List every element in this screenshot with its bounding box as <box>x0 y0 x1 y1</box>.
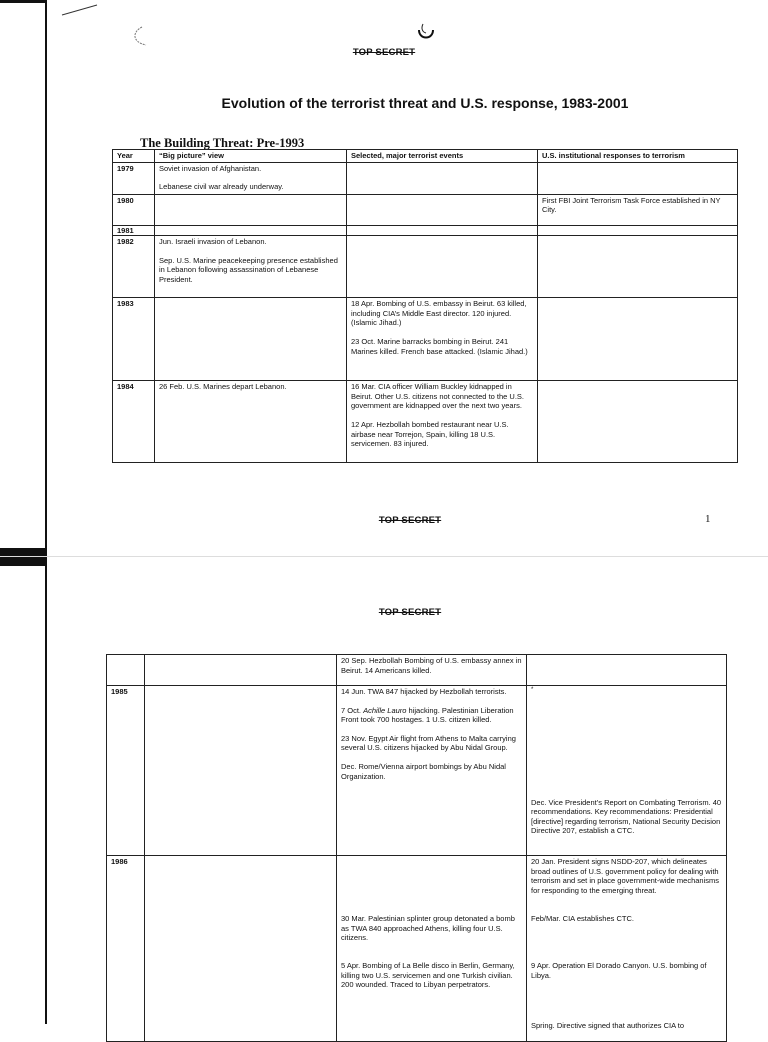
column-header-year: Year <box>113 150 155 163</box>
responses-cell <box>538 298 738 381</box>
year-cell: 1983 <box>113 298 155 381</box>
binding-mark-top <box>0 0 46 3</box>
year-cell: 1986 <box>107 856 145 1042</box>
year-cell: 1979 <box>113 162 155 194</box>
entry-text: 26 Feb. U.S. Marines depart Lebanon. <box>159 382 287 392</box>
entry-text: Sep. U.S. Marine peacekeeping presence established in Lebanon following assassination of Lebanese President. <box>159 255 338 284</box>
big-picture-cell <box>155 236 347 298</box>
entry-text: 23 Oct. Marine barracks bombing in Beirut. 241 Marines killed. French base attacked. (Islamic Jihad.) <box>351 336 528 356</box>
responses-cell <box>538 194 738 225</box>
events-cell <box>347 298 538 381</box>
timeline-table-page1 <box>112 149 738 463</box>
responses-cell <box>538 381 738 463</box>
big-picture-cell <box>155 225 347 236</box>
binding-line-top <box>45 0 47 548</box>
table-row-1984 <box>113 381 738 463</box>
classification-header: TOP SECRET <box>352 47 416 58</box>
entry-text: Jun. Israeli invasion of Lebanon. <box>159 237 267 247</box>
page-seam <box>0 556 768 557</box>
section-title: The Building Threat: Pre-1993 <box>140 136 305 150</box>
table-row-1986 <box>107 856 727 1042</box>
binding-line-bottom <box>45 565 47 1024</box>
timeline-table-page2 <box>106 654 727 1042</box>
column-header-big-picture: “Big picture” view <box>155 150 347 163</box>
ship-name: Achille Lauro <box>363 705 407 715</box>
entry-text: 12 Apr. Hezbollah bombed restaurant near U.S. airbase near Torrejon, Spain, killing 18 U.S. servicemen. 83 injured. <box>351 419 509 449</box>
column-header-events: Selected, major terrorist events <box>347 150 538 163</box>
response-entry: Spring. Directive signed that authorizes CIA to <box>531 1021 684 1030</box>
year-cell: 1980 <box>113 194 155 225</box>
big-picture-cell <box>155 194 347 225</box>
responses-cell <box>538 236 738 298</box>
event-entry: 5 Apr. Bombing of La Belle disco in Berlin, Germany, killing two U.S. servicemen and one Turkish civilian. 200 wounded. Traced to Libyan perpetrators. <box>341 961 515 990</box>
table-header-row <box>113 150 738 163</box>
entry-text: 16 Mar. CIA officer William Buckley kidnapped in Beirut. Other U.S. citizens not connected to the U.S. government are kidnapped over the next two years. <box>351 382 525 411</box>
events-cell <box>347 225 538 236</box>
table-row-continuation <box>107 655 727 686</box>
response-entry: Feb/Mar. CIA establishes CTC. <box>531 914 634 923</box>
table-row-1982 <box>113 236 738 298</box>
events-cell <box>347 236 538 298</box>
response-entry: 9 Apr. Operation El Dorado Canyon. U.S. bombing of Libya. <box>531 961 707 980</box>
events-cell-1985 <box>337 686 527 856</box>
continuation-event: 20 Sep. Hezbollah Bombing of U.S. embassy annex in Beirut. 14 Americans killed. <box>337 655 527 686</box>
column-header-responses: U.S. institutional responses to terrorism <box>538 150 738 163</box>
table-row-1981 <box>113 225 738 236</box>
responses-cell <box>538 162 738 194</box>
event-entry: 23 Nov. Egypt Air flight from Athens to Malta carrying several U.S. citizens hijacked by Abu Nidal Group. <box>341 733 516 753</box>
event-entry: 7 Oct. Achille Lauro hijacking. Palestinian Liberation Front took 700 hostages. 1 U.S. citizen killed. <box>341 705 514 725</box>
event-entry <box>341 1021 522 1031</box>
margin-mark: * <box>531 687 534 693</box>
responses-cell-1986 <box>527 856 727 1042</box>
seal-mark <box>414 20 438 46</box>
big-picture-cell <box>155 298 347 381</box>
big-picture-cell <box>155 381 347 463</box>
page-number: 1 <box>705 513 711 525</box>
response-entry: 20 Jan. President signs NSDD-207, which delineates broad outlines of U.S. government policy for dealing with terrorism and set in place government-wide mechanisms for responding to the emerging threat. <box>531 857 719 895</box>
events-cell <box>347 162 538 194</box>
classification-header-page2: TOP SECRET <box>378 607 442 618</box>
event-entry: 14 Jun. TWA 847 hijacked by Hezbollah terrorists. <box>341 687 507 696</box>
entry-text: Soviet invasion of Afghanistan. <box>159 163 262 173</box>
entry-text: Lebanese civil war already underway. <box>159 182 284 192</box>
year-cell: 1985 <box>107 686 145 856</box>
events-cell <box>347 194 538 225</box>
entry-text: 18 Apr. Bombing of U.S. embassy in Beirut. 63 killed, including CIA’s Middle East director. 120 injured. (Islamic Jihad.) <box>351 299 527 328</box>
big-picture-cell <box>155 162 347 194</box>
responses-cell-1985 <box>527 686 727 856</box>
year-cell: 1981 <box>113 225 155 236</box>
table-row-1983 <box>113 298 738 381</box>
event-entry: 30 Mar. Palestinian splinter group detonated a bomb as TWA 840 approached Athens, killing four U.S. citizens. <box>341 914 515 943</box>
document-title: Evolution of the terrorist threat and U.S. response, 1983-2001 <box>221 95 629 111</box>
table-row-1985 <box>107 686 727 856</box>
entry-text: First FBI Joint Terrorism Task Force established in NY City. <box>542 195 721 215</box>
table-row-1979 <box>113 162 738 194</box>
event-entry: Dec. Rome/Vienna airport bombings by Abu Nidal Organization. <box>341 761 506 781</box>
pen-mark <box>60 2 100 18</box>
response-entry: Dec. Vice President’s Report on Combating Terrorism. 40 recommendations. Key recommendations: Presidential [directive] regarding terrorism, National Security Decision Directive 207, establish a CTC. <box>531 797 722 836</box>
year-cell: 1982 <box>113 236 155 298</box>
punch-hole-mark <box>128 24 154 48</box>
table-row-1980 <box>113 194 738 225</box>
classification-footer: TOP SECRET <box>378 515 442 526</box>
year-cell: 1984 <box>113 381 155 463</box>
events-cell-1986 <box>337 856 527 1042</box>
event-entry <box>341 857 522 905</box>
binding-mark-middle <box>0 548 47 566</box>
responses-cell <box>538 225 738 236</box>
events-cell <box>347 381 538 463</box>
